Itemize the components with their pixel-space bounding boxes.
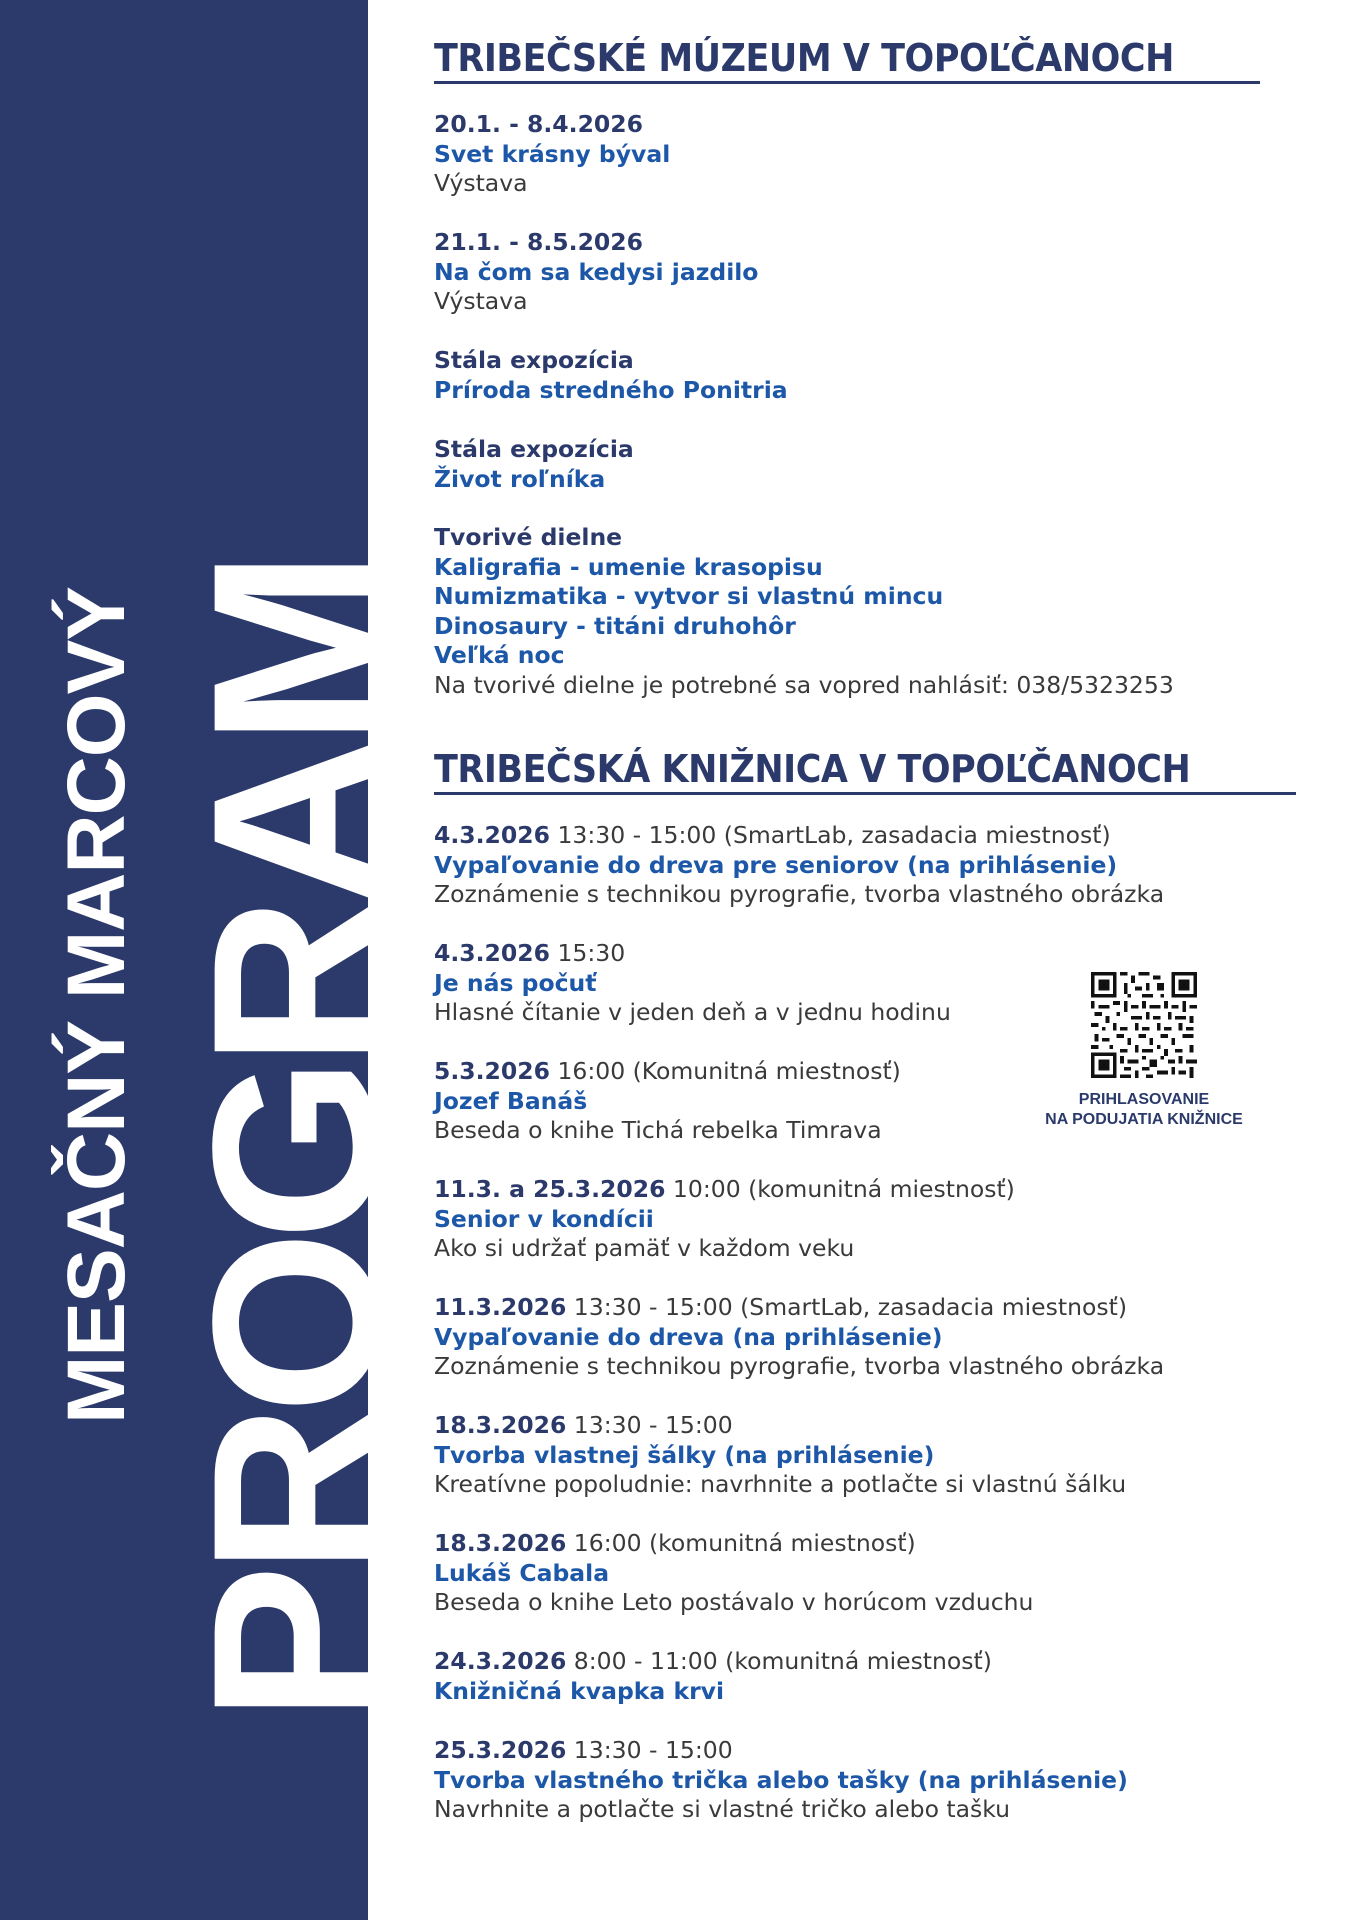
entry-description: Hlasné čítanie v jeden deň a v jednu hodinu bbox=[434, 998, 951, 1026]
entry-date: Stála expozícia bbox=[434, 435, 634, 463]
entry-time: 13:30 - 15:00 (SmartLab, zasadacia miestnosť) bbox=[549, 821, 1111, 849]
library-entry bbox=[434, 1647, 1324, 1706]
entry-time: 10:00 (komunitná miestnosť) bbox=[665, 1175, 1015, 1203]
museum-entry bbox=[434, 228, 1324, 317]
library-entry bbox=[434, 1529, 1324, 1618]
qr-caption-line: PRIHLASOVANIE bbox=[1078, 1091, 1210, 1108]
qr-caption bbox=[1034, 1090, 1254, 1130]
sidebar-panel bbox=[0, 0, 428, 1920]
museum-title-underline bbox=[434, 81, 1260, 84]
entry-time: 16:00 (Komunitná miestnosť) bbox=[549, 1057, 901, 1085]
entry-description: Zoznámenie s technikou pyrografie, tvorba vlastného obrázka bbox=[434, 1352, 1165, 1380]
entry-date: 21.1. - 8.5.2026 bbox=[434, 228, 643, 256]
entry-time: 8:00 - 11:00 (komunitná miestnosť) bbox=[566, 1647, 992, 1675]
workshop-item: Kaligrafia - umenie krasopisu bbox=[434, 552, 823, 581]
entry-time: 13:30 - 15:00 bbox=[566, 1736, 733, 1764]
entry-description: Výstava bbox=[434, 287, 528, 315]
workshops-heading: Tvorivé dielne bbox=[434, 523, 623, 551]
entry-date: 11.3. a 25.3.2026 bbox=[434, 1175, 666, 1203]
entry-description: Výstava bbox=[434, 169, 528, 197]
entry-date: 4.3.2026 bbox=[434, 939, 550, 967]
entry-time: 13:30 - 15:00 bbox=[566, 1411, 733, 1439]
qr-code-icon[interactable] bbox=[1091, 972, 1197, 1078]
qr-registration bbox=[1034, 972, 1254, 1130]
entry-title: Život roľníka bbox=[434, 464, 606, 493]
entry-date: Stála expozícia bbox=[434, 346, 634, 374]
entry-description: Kreatívne popoludnie: navrhnite a potlačte si vlastnú šálku bbox=[434, 1470, 1127, 1498]
workshop-item: Veľká noc bbox=[434, 641, 565, 669]
monthly-vertical-title: MESAČNÝ MARCOVÝ bbox=[51, 587, 142, 1424]
entry-date: 25.3.2026 bbox=[434, 1736, 567, 1764]
entry-description: Zoznámenie s technikou pyrografie, tvorba vlastného obrázka bbox=[434, 880, 1165, 908]
entry-title: Na čom sa kedysi jazdilo bbox=[434, 257, 759, 286]
entry-date: 20.1. - 8.4.2026 bbox=[434, 110, 643, 138]
entry-title: Vypaľovanie do dreva pre seniorov (na prihlásenie) bbox=[434, 850, 1118, 879]
entry-title: Tvorba vlastného trička alebo tašky (na prihlásenie) bbox=[434, 1765, 1128, 1794]
entry-description: Beseda o knihe Tichá rebelka Timrava bbox=[434, 1116, 882, 1144]
entry-title: Svet krásny býval bbox=[434, 139, 671, 168]
workshops-note: Na tvorivé dielne je potrebné sa vopred nahlásiť: 038/5323253 bbox=[434, 670, 1174, 699]
entry-time: 16:00 (komunitná miestnosť) bbox=[566, 1529, 916, 1557]
entry-title: Tvorba vlastnej šálky (na prihlásenie) bbox=[434, 1440, 935, 1469]
program-vertical-title: PROGRAM bbox=[164, 559, 428, 1722]
entry-time: 13:30 - 15:00 (SmartLab, zasadacia miestnosť) bbox=[566, 1293, 1127, 1321]
workshop-item: Numizmatika - vytvor si vlastnú mincu bbox=[434, 582, 944, 610]
entry-title: Senior v kondícii bbox=[434, 1204, 654, 1233]
museum-workshops bbox=[434, 523, 1324, 700]
museum-section-title: TRIBEČSKÉ MÚZEUM V TOPOĽČANOCH bbox=[434, 36, 1174, 80]
entry-title: Jozef Banáš bbox=[434, 1086, 588, 1115]
entry-date: 18.3.2026 bbox=[434, 1411, 567, 1439]
museum-entry bbox=[434, 110, 1324, 199]
workshop-item: Dinosaury - titáni druhohôr bbox=[434, 611, 796, 640]
entry-title: Je nás počuť bbox=[434, 968, 597, 997]
entry-date: 11.3.2026 bbox=[434, 1293, 567, 1321]
entry-description: Navrhnite a potlačte si vlastné tričko alebo tašku bbox=[434, 1795, 1011, 1823]
library-title-underline bbox=[434, 792, 1296, 795]
museum-entry bbox=[434, 435, 1324, 494]
qr-caption-line: NA PODUJATIA KNIŽNICE bbox=[1045, 1111, 1243, 1128]
entry-title: Lukáš Cabala bbox=[434, 1558, 610, 1587]
library-entry bbox=[434, 1411, 1324, 1500]
entry-description: Ako si udržať pamäť v každom veku bbox=[434, 1234, 855, 1262]
entry-time: 15:30 bbox=[549, 939, 626, 967]
library-entry bbox=[434, 1175, 1324, 1264]
library-entry bbox=[434, 821, 1324, 910]
entry-title: Knižničná kvapka krvi bbox=[434, 1676, 725, 1705]
entry-date: 5.3.2026 bbox=[434, 1057, 550, 1085]
entry-date: 24.3.2026 bbox=[434, 1647, 567, 1675]
museum-entry bbox=[434, 346, 1324, 405]
library-entry bbox=[434, 1736, 1324, 1825]
entry-title: Vypaľovanie do dreva (na prihlásenie) bbox=[434, 1322, 943, 1351]
entry-date: 18.3.2026 bbox=[434, 1529, 567, 1557]
entry-date: 4.3.2026 bbox=[434, 821, 550, 849]
entry-title: Príroda stredného Ponitria bbox=[434, 375, 788, 404]
library-entry bbox=[434, 1293, 1324, 1382]
library-section-title: TRIBEČSKÁ KNIŽNICA V TOPOĽČANOCH bbox=[434, 747, 1191, 791]
entry-description: Beseda o knihe Leto postávalo v horúcom vzduchu bbox=[434, 1588, 1034, 1616]
